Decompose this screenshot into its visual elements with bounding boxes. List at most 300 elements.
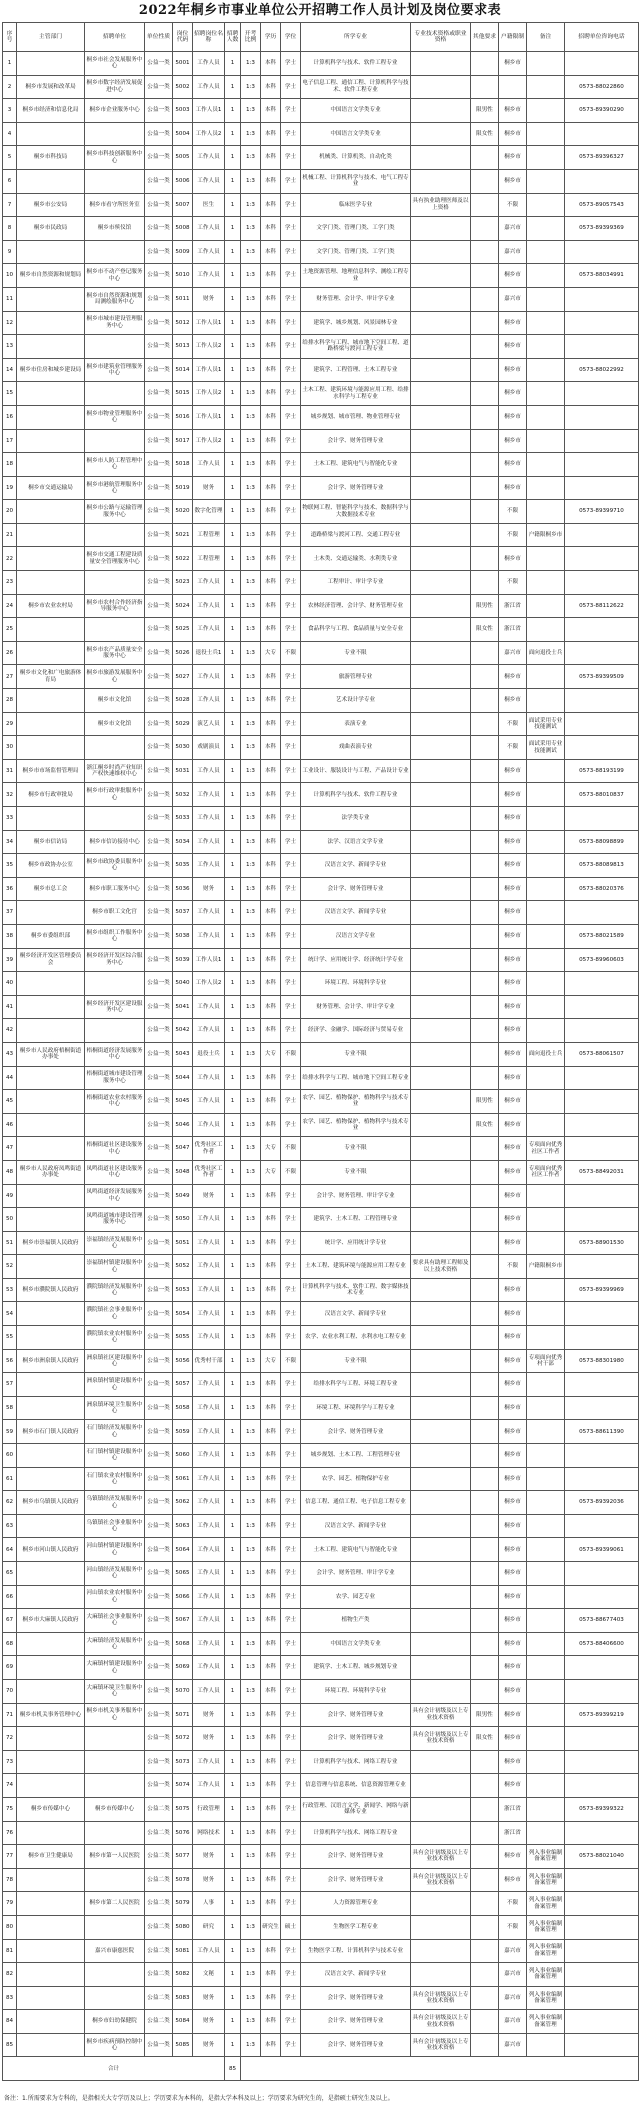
cell-other <box>471 1963 499 1987</box>
cell-other <box>471 1750 499 1774</box>
cell-post: 工作人员 <box>193 689 225 713</box>
cell-dept: 桐乡市自然资源和规划局 <box>17 264 85 288</box>
cell-code: 5076 <box>173 1821 193 1845</box>
table-row <box>3 1538 639 1562</box>
cell-dept <box>17 500 85 524</box>
cell-other <box>471 358 499 382</box>
cell-phone <box>565 1514 639 1538</box>
cell-edu: 本科 <box>261 618 281 642</box>
cell-post: 工作人员 <box>193 1302 225 1326</box>
cell-phone: 0573-89399969 <box>565 1278 639 1302</box>
cell-no: 44 <box>3 1066 17 1090</box>
cell-post: 工作人员2 <box>193 335 225 359</box>
cell-edu: 本科 <box>261 665 281 689</box>
table-row <box>3 948 639 972</box>
cell-edu: 本科 <box>261 1963 281 1987</box>
cell-num: 1 <box>225 75 241 99</box>
cell-other <box>471 995 499 1019</box>
cell-other <box>471 1562 499 1586</box>
cell-num: 1 <box>225 99 241 123</box>
cell-hukou: 不限 <box>499 571 527 595</box>
cell-type: 公益一类 <box>145 523 173 547</box>
cell-ratio: 1:3 <box>241 1160 261 1184</box>
cell-edu: 大专 <box>261 641 281 665</box>
cell-num: 1 <box>225 1538 241 1562</box>
cell-dept <box>17 1632 85 1656</box>
cell-unit: 桐乡市交通工程建设质量安全管理服务中心 <box>85 547 145 571</box>
cell-edu: 本科 <box>261 1491 281 1515</box>
cell-num: 1 <box>225 217 241 241</box>
cell-other <box>471 523 499 547</box>
cell-deg: 学士 <box>281 405 301 429</box>
cell-dept <box>17 807 85 831</box>
cell-num: 1 <box>225 1184 241 1208</box>
column-header: 序号 <box>3 23 17 52</box>
cell-no: 50 <box>3 1208 17 1232</box>
cell-no: 51 <box>3 1231 17 1255</box>
cell-major: 土木工程、建筑电气与智能化专业 <box>301 1538 411 1562</box>
cell-no: 12 <box>3 311 17 335</box>
cell-edu: 本科 <box>261 807 281 831</box>
cell-remark <box>527 1302 565 1326</box>
cell-other <box>471 476 499 500</box>
table-row <box>3 783 639 807</box>
cell-remark: 列入事业编制备案管理 <box>527 1963 565 1987</box>
cell-edu: 本科 <box>261 759 281 783</box>
cell-dept <box>17 122 85 146</box>
cell-no: 30 <box>3 736 17 760</box>
cell-unit <box>85 1019 145 1043</box>
cell-remark <box>527 311 565 335</box>
cell-num: 1 <box>225 193 241 217</box>
cell-remark <box>527 1396 565 1420</box>
cell-ratio: 1:3 <box>241 240 261 264</box>
cell-unit: 梧桐街道城市建设管理服务中心 <box>85 1066 145 1090</box>
table-row <box>3 122 639 146</box>
cell-unit: 桐乡市物业管理服务中心 <box>85 405 145 429</box>
cell-unit <box>85 972 145 996</box>
cell-ratio: 1:3 <box>241 1538 261 1562</box>
cell-hukou <box>499 75 527 99</box>
cell-unit: 桐乡市农村合作经济指导服务中心 <box>85 594 145 618</box>
cell-major: 财务管理、会计学、审计学专业 <box>301 995 411 1019</box>
cell-edu: 本科 <box>261 854 281 878</box>
cell-qual <box>411 523 471 547</box>
cell-deg: 学士 <box>281 1231 301 1255</box>
cell-no: 84 <box>3 2010 17 2034</box>
cell-no: 37 <box>3 901 17 925</box>
cell-hukou: 桐乡市 <box>499 759 527 783</box>
cell-major: 计算机科学与技术、网络工程专业 <box>301 1750 411 1774</box>
cell-deg: 学士 <box>281 311 301 335</box>
cell-other <box>471 830 499 854</box>
cell-other <box>471 1066 499 1090</box>
cell-edu: 本科 <box>261 1656 281 1680</box>
cell-num: 1 <box>225 1373 241 1397</box>
cell-major: 工业设计、服装设计与工程、产品设计专业 <box>301 759 411 783</box>
cell-other <box>471 52 499 76</box>
cell-deg: 不限 <box>281 1160 301 1184</box>
cell-code: 5017 <box>173 429 193 453</box>
cell-unit: 桐乡市自然资源和规划局测绘服务中心 <box>85 287 145 311</box>
cell-hukou: 桐乡市 <box>499 1019 527 1043</box>
cell-unit: 桐乡市职工服务中心 <box>85 877 145 901</box>
cell-code: 5082 <box>173 1963 193 1987</box>
cell-unit <box>85 807 145 831</box>
cell-hukou: 浙江省 <box>499 594 527 618</box>
cell-qual <box>411 972 471 996</box>
cell-major: 给排水科学与工程、环境工程专业 <box>301 1373 411 1397</box>
cell-code: 5025 <box>173 618 193 642</box>
cell-deg: 学士 <box>281 594 301 618</box>
cell-code: 5015 <box>173 382 193 406</box>
cell-qual <box>411 948 471 972</box>
cell-qual <box>411 1467 471 1491</box>
cell-edu: 本科 <box>261 1514 281 1538</box>
cell-dept <box>17 1373 85 1397</box>
cell-deg: 学士 <box>281 1774 301 1798</box>
cell-post: 工作人员 <box>193 1326 225 1350</box>
cell-dept <box>17 523 85 547</box>
cell-other <box>471 335 499 359</box>
cell-ratio: 1:3 <box>241 1868 261 1892</box>
cell-type: 公益一类 <box>145 311 173 335</box>
cell-dept <box>17 1562 85 1586</box>
cell-num: 1 <box>225 1467 241 1491</box>
cell-major: 计算机科学与技术、网络工程专业 <box>301 1821 411 1845</box>
cell-qual <box>411 453 471 477</box>
cell-qual <box>411 1609 471 1633</box>
cell-unit <box>85 1113 145 1137</box>
cell-other <box>471 1585 499 1609</box>
cell-num: 1 <box>225 1562 241 1586</box>
cell-no: 33 <box>3 807 17 831</box>
cell-unit: 洲泉镇环境卫生服务中心 <box>85 1396 145 1420</box>
cell-unit <box>85 429 145 453</box>
table-row <box>3 1042 639 1066</box>
cell-phone: 0573-88020376 <box>565 877 639 901</box>
cell-unit: 濮院镇农业农村服务中心 <box>85 1326 145 1350</box>
cell-post: 工作人员 <box>193 924 225 948</box>
cell-edu: 本科 <box>261 476 281 500</box>
cell-ratio: 1:3 <box>241 618 261 642</box>
cell-other: 限男性 <box>471 1090 499 1114</box>
cell-deg: 学士 <box>281 1892 301 1916</box>
cell-remark <box>527 995 565 1019</box>
cell-hukou: 浙江省 <box>499 1821 527 1845</box>
cell-num: 1 <box>225 901 241 925</box>
cell-major: 建筑学、工程管理、土木工程专业 <box>301 358 411 382</box>
cell-phone: 0573-88301980 <box>565 1349 639 1373</box>
cell-edu: 本科 <box>261 830 281 854</box>
cell-dept <box>17 311 85 335</box>
column-header: 开考比例 <box>241 23 261 52</box>
cell-other <box>471 2033 499 2057</box>
cell-num: 1 <box>225 1090 241 1114</box>
cell-ratio: 1:3 <box>241 523 261 547</box>
cell-ratio: 1:3 <box>241 547 261 571</box>
cell-dept: 桐乡市经济和信息化局 <box>17 99 85 123</box>
cell-other <box>471 807 499 831</box>
cell-num: 1 <box>225 1963 241 1987</box>
table-row <box>3 1986 639 2010</box>
cell-deg: 学士 <box>281 1585 301 1609</box>
cell-dept: 桐乡市石门镇人民政府 <box>17 1420 85 1444</box>
cell-other <box>471 2010 499 2034</box>
cell-phone <box>565 311 639 335</box>
cell-remark <box>527 1679 565 1703</box>
table-row <box>3 1066 639 1090</box>
table-row <box>3 405 639 429</box>
cell-ratio: 1:3 <box>241 736 261 760</box>
cell-major: 土木工程、建筑环境与能源应用工程、给排水科学与工程专业 <box>301 382 411 406</box>
cell-major: 机械工程、计算机科学与技术、电气工程专业 <box>301 169 411 193</box>
cell-deg: 学士 <box>281 736 301 760</box>
cell-edu: 本科 <box>261 453 281 477</box>
cell-post: 财务 <box>193 877 225 901</box>
cell-qual <box>411 1066 471 1090</box>
cell-edu: 本科 <box>261 382 281 406</box>
cell-hukou: 嘉兴市 <box>499 1986 527 2010</box>
cell-num: 1 <box>225 1585 241 1609</box>
cell-code: 5074 <box>173 1774 193 1798</box>
cell-code: 5033 <box>173 807 193 831</box>
cell-code: 5060 <box>173 1444 193 1468</box>
cell-edu: 本科 <box>261 1113 281 1137</box>
cell-code: 5073 <box>173 1750 193 1774</box>
cell-no: 43 <box>3 1042 17 1066</box>
cell-ratio: 1:3 <box>241 1113 261 1137</box>
cell-qual <box>411 217 471 241</box>
cell-other <box>471 1986 499 2010</box>
cell-unit: 乌镇镇经济发展服务中心 <box>85 1491 145 1515</box>
cell-hukou: 桐乡市 <box>499 122 527 146</box>
cell-dept <box>17 1090 85 1114</box>
cell-edu: 本科 <box>261 1467 281 1491</box>
cell-post: 工程管理 <box>193 523 225 547</box>
cell-code: 5079 <box>173 1892 193 1916</box>
cell-type: 公益一类 <box>145 1585 173 1609</box>
cell-hukou: 不限 <box>499 712 527 736</box>
cell-phone <box>565 523 639 547</box>
recruitment-table <box>2 22 639 2081</box>
cell-phone <box>565 972 639 996</box>
cell-qual <box>411 712 471 736</box>
cell-remark: 列入事业编制备案管理 <box>527 2010 565 2034</box>
cell-hukou: 桐乡市 <box>499 1208 527 1232</box>
cell-hukou: 桐乡市 <box>499 1727 527 1751</box>
cell-major: 信息工程、通信工程、电子信息工程专业 <box>301 1491 411 1515</box>
cell-code: 5068 <box>173 1632 193 1656</box>
cell-phone: 0573-89399509 <box>565 665 639 689</box>
cell-hukou: 桐乡市 <box>499 99 527 123</box>
cell-phone <box>565 122 639 146</box>
cell-remark <box>527 99 565 123</box>
cell-num: 1 <box>225 1727 241 1751</box>
cell-deg: 学士 <box>281 1868 301 1892</box>
column-header: 所学专业 <box>301 23 411 52</box>
cell-qual <box>411 146 471 170</box>
cell-phone <box>565 287 639 311</box>
cell-qual <box>411 1444 471 1468</box>
cell-type: 公益一类 <box>145 1349 173 1373</box>
cell-no: 66 <box>3 1585 17 1609</box>
cell-hukou: 桐乡市 <box>499 52 527 76</box>
cell-post: 人事 <box>193 1892 225 1916</box>
cell-edu: 本科 <box>261 783 281 807</box>
cell-major: 农林经济管理、会计学、财务管理专业 <box>301 594 411 618</box>
cell-phone <box>565 1113 639 1137</box>
cell-post: 退役士兵1 <box>193 641 225 665</box>
cell-type: 公益一类 <box>145 948 173 972</box>
cell-type: 公益一类 <box>145 594 173 618</box>
cell-deg: 学士 <box>281 1679 301 1703</box>
cell-ratio: 1:3 <box>241 405 261 429</box>
cell-dept <box>17 1066 85 1090</box>
cell-qual <box>411 924 471 948</box>
cell-unit: 桐乡市妇幼保健院 <box>85 2010 145 2034</box>
cell-phone: 0573-89392036 <box>565 1491 639 1515</box>
cell-deg: 学士 <box>281 146 301 170</box>
cell-deg: 学士 <box>281 1208 301 1232</box>
table-row <box>3 335 639 359</box>
cell-unit: 河山镇村镇建设服务中心 <box>85 1538 145 1562</box>
cell-code: 5013 <box>173 335 193 359</box>
cell-other <box>471 972 499 996</box>
cell-other <box>471 1797 499 1821</box>
table-row <box>3 1892 639 1916</box>
cell-qual <box>411 1302 471 1326</box>
cell-deg: 学士 <box>281 240 301 264</box>
cell-no: 60 <box>3 1444 17 1468</box>
cell-dept <box>17 1255 85 1279</box>
cell-unit <box>85 335 145 359</box>
cell-code: 5051 <box>173 1231 193 1255</box>
cell-hukou: 桐乡市 <box>499 1750 527 1774</box>
table-row <box>3 1609 639 1633</box>
cell-other <box>471 287 499 311</box>
cell-no: 59 <box>3 1420 17 1444</box>
cell-major: 建筑学、土木工程、工程管理专业 <box>301 1208 411 1232</box>
cell-phone: 0573-88098899 <box>565 830 639 854</box>
cell-num: 1 <box>225 335 241 359</box>
table-row <box>3 429 639 453</box>
cell-no: 48 <box>3 1160 17 1184</box>
cell-dept <box>17 2010 85 2034</box>
cell-qual <box>411 1231 471 1255</box>
cell-deg: 学士 <box>281 429 301 453</box>
cell-major: 城乡规划、土木工程、工程管理专业 <box>301 1444 411 1468</box>
cell-dept <box>17 689 85 713</box>
cell-deg: 学士 <box>281 571 301 595</box>
cell-type: 公益一类 <box>145 1538 173 1562</box>
cell-unit: 濮院镇经济发展服务中心 <box>85 1278 145 1302</box>
cell-type: 公益一类 <box>145 52 173 76</box>
table-row <box>3 476 639 500</box>
cell-code: 5016 <box>173 405 193 429</box>
cell-remark: 面试采用专业技能测试 <box>527 712 565 736</box>
cell-num: 1 <box>225 311 241 335</box>
cell-deg: 学士 <box>281 1302 301 1326</box>
cell-hukou: 桐乡市 <box>499 854 527 878</box>
cell-qual <box>411 1160 471 1184</box>
cell-code: 5001 <box>173 52 193 76</box>
cell-code: 5032 <box>173 783 193 807</box>
cell-qual <box>411 665 471 689</box>
cell-other <box>471 1349 499 1373</box>
cell-dept <box>17 1208 85 1232</box>
cell-code: 5011 <box>173 287 193 311</box>
table-row <box>3 1373 639 1397</box>
cell-hukou: 不限 <box>499 500 527 524</box>
cell-post: 财务 <box>193 1703 225 1727</box>
cell-no: 35 <box>3 854 17 878</box>
cell-code: 5083 <box>173 1986 193 2010</box>
cell-remark: 面向退役士兵 <box>527 641 565 665</box>
cell-remark <box>527 1562 565 1586</box>
cell-phone <box>565 1396 639 1420</box>
cell-phone <box>565 405 639 429</box>
cell-post: 工程管理 <box>193 547 225 571</box>
cell-qual <box>411 877 471 901</box>
cell-remark <box>527 830 565 854</box>
cell-dept: 桐乡市委组织部 <box>17 924 85 948</box>
cell-code: 5071 <box>173 1703 193 1727</box>
cell-qual: 具有会计初级及以上专业技术资格 <box>411 2010 471 2034</box>
cell-num: 1 <box>225 618 241 642</box>
cell-type: 公益一类 <box>145 1514 173 1538</box>
table-row <box>3 1467 639 1491</box>
cell-qual <box>411 830 471 854</box>
cell-phone: 0573-88492031 <box>565 1160 639 1184</box>
cell-ratio: 1:3 <box>241 995 261 1019</box>
cell-no: 24 <box>3 594 17 618</box>
cell-qual <box>411 169 471 193</box>
cell-unit: 梧桐街道农业农村服务中心 <box>85 1090 145 1114</box>
cell-no: 9 <box>3 240 17 264</box>
cell-no: 70 <box>3 1679 17 1703</box>
cell-deg: 学士 <box>281 52 301 76</box>
cell-unit <box>85 1915 145 1939</box>
cell-remark <box>527 783 565 807</box>
cell-remark: 专项面向优秀村干部 <box>527 1349 565 1373</box>
cell-ratio: 1:3 <box>241 1420 261 1444</box>
cell-phone <box>565 1184 639 1208</box>
cell-hukou: 桐乡市 <box>499 1609 527 1633</box>
cell-type: 公益一类 <box>145 1491 173 1515</box>
cell-dept: 桐乡市人民政府梧桐街道办事处 <box>17 1042 85 1066</box>
cell-unit <box>85 618 145 642</box>
cell-ratio: 1:3 <box>241 948 261 972</box>
cell-phone <box>565 1208 639 1232</box>
cell-edu: 本科 <box>261 1986 281 2010</box>
cell-qual <box>411 759 471 783</box>
cell-qual <box>411 52 471 76</box>
cell-type: 公益一类 <box>145 618 173 642</box>
cell-hukou: 桐乡市 <box>499 1042 527 1066</box>
cell-deg: 学士 <box>281 1066 301 1090</box>
cell-ratio: 1:3 <box>241 1656 261 1680</box>
cell-qual <box>411 311 471 335</box>
cell-edu: 本科 <box>261 972 281 996</box>
cell-major: 计算机科学与技术、软件工程专业 <box>301 783 411 807</box>
cell-type: 公益一类 <box>145 358 173 382</box>
cell-num: 1 <box>225 1750 241 1774</box>
cell-post: 工作人员1 <box>193 948 225 972</box>
table-row <box>3 877 639 901</box>
cell-major: 信息管理与信息系统、信息资源管理专业 <box>301 1774 411 1798</box>
cell-hukou: 嘉兴市 <box>499 1963 527 1987</box>
